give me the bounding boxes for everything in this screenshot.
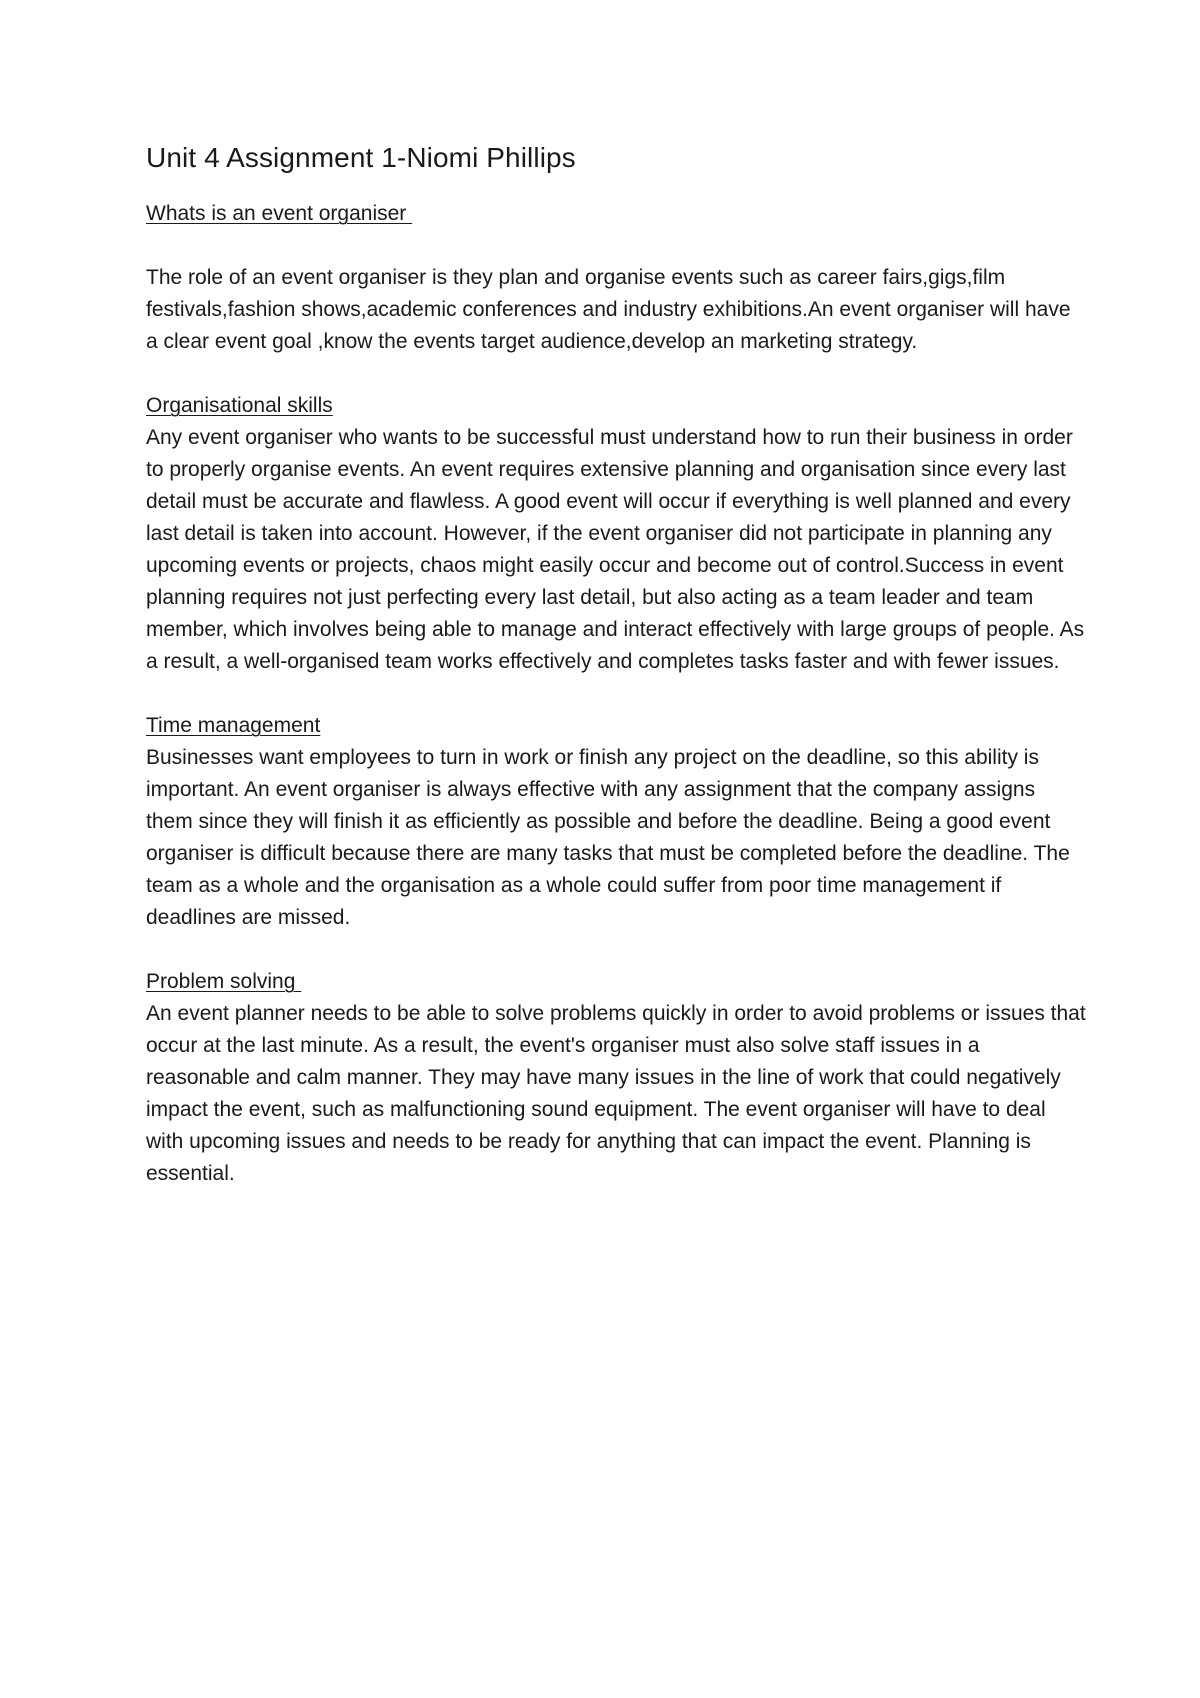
section-problem-solving bbox=[146, 966, 1086, 1190]
section-time-management bbox=[146, 710, 1086, 934]
section-heading-intro: Whats is an event organiser bbox=[146, 202, 413, 225]
section-body-problem-solving: An event planner needs to be able to solve problems quickly in order to avoid problems or issues that occur at the last minute. As a result, the event's organiser must also solve staff issues in a reasonable and calm manner. They may have many issues in the line of work that could negatively impact the event, such as malfunctioning sound equipment. The event organiser will have to deal with upcoming issues and needs to be ready for anything that can impact the event. Planning is essential. bbox=[146, 1002, 1086, 1185]
section-heading-time-management: Time management bbox=[146, 714, 321, 737]
document-title: Unit 4 Assignment 1-Niomi Phillips bbox=[146, 142, 576, 173]
section-body-intro: The role of an event organiser is they plan and organise events such as career fairs,gigs,film festivals,fashion shows,academic conferences and industry exhibitions.An event organiser will have a clear event goal ,know the events target audience,develop an marketing strategy. bbox=[146, 266, 1071, 353]
section-heading-problem-solving: Problem solving bbox=[146, 970, 302, 993]
section-body-time-management: Businesses want employees to turn in work or finish any project on the deadline, so this ability is important. An event organiser is always effective with any assignment that the company assigns them since they will finish it as efficiently as possible and before the deadline. Being a good event organiser is difficult because there are many tasks that must be completed before the deadline. The team as a whole and the organisation as a whole could suffer from poor time management if deadlines are missed. bbox=[146, 746, 1070, 929]
document-page bbox=[146, 138, 1086, 1222]
section-heading-organisational-skills: Organisational skills bbox=[146, 394, 333, 417]
section-body-organisational-skills: Any event organiser who wants to be successful must understand how to run their business in order to properly organise events. An event requires extensive planning and organisation since every last detail must be accurate and flawless. A good event will occur if everything is well planned and every last detail is taken into account. However, if the event organiser did not participate in planning any upcoming events or projects, chaos might easily occur and become out of control.Success in event planning requires not just perfecting every last detail, but also acting as a team leader and team member, which involves being able to manage and interact effectively with large groups of people. As a result, a well-organised team works effectively and completes tasks faster and with fewer issues. bbox=[146, 426, 1085, 673]
section-organisational-skills bbox=[146, 390, 1086, 678]
section-intro bbox=[146, 198, 1086, 358]
